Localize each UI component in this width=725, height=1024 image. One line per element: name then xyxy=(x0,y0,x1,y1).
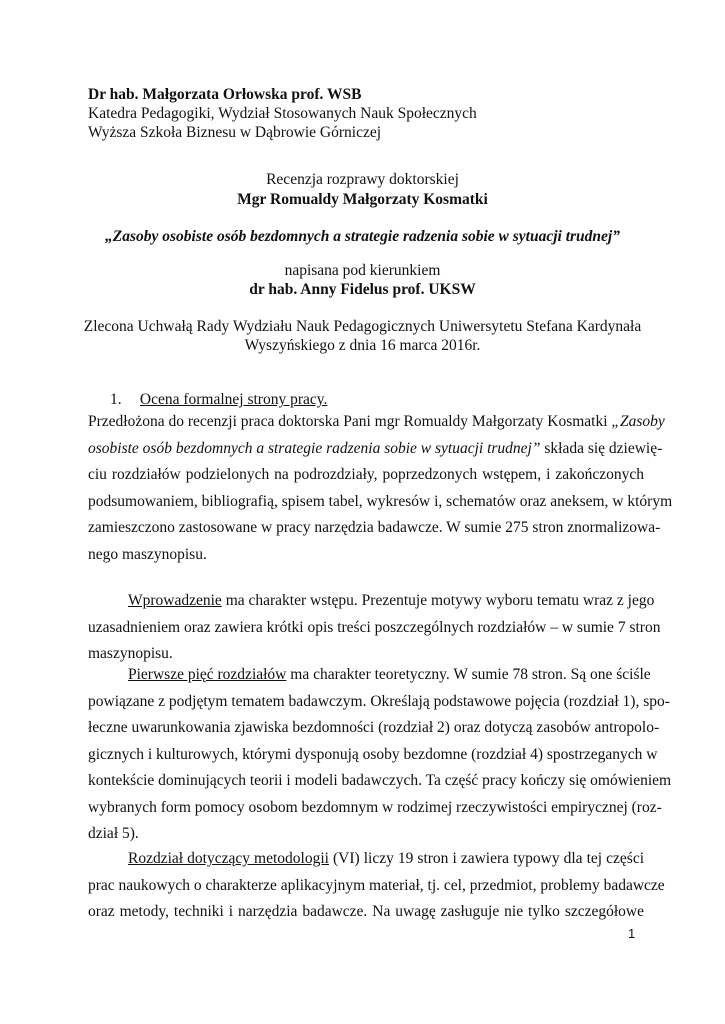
written-under-label: napisana pod kierunkiem xyxy=(284,262,441,279)
section-heading xyxy=(110,391,327,409)
paragraph-formal xyxy=(88,409,673,568)
text-line: gicznych i kulturowych, którymi dysponują osoby bezdomne (rozdział 4) spostrzeganych w xyxy=(88,745,658,763)
text-line: Rozdział dotyczący metodologii (VI) liczy 19 stron i zawiera typowy dla tej części xyxy=(128,850,645,867)
paragraph-theory xyxy=(88,662,672,848)
text-line: Przedłożona do recenzji praca doktorska Pani mgr Romualdy Małgorzaty Kosmatki „Zasoby xyxy=(88,413,665,430)
text-line: Pierwsze pięć rozdziałów ma charakter teoretyczny. W sumie 78 stron. Są one ściśle xyxy=(128,666,651,683)
supervisor-name: dr hab. Anny Fidelus prof. UKSW xyxy=(249,281,476,298)
section-title: Ocena formalnej strony pracy. xyxy=(139,391,328,408)
text-line: ciu rozdziałów podzielonych na podrozdziały, poprzedzonych wstępem, i zakończonych xyxy=(88,466,644,483)
text-line: nego maszynopisu. xyxy=(88,545,207,563)
text-line: maszynopisu. xyxy=(88,645,173,662)
review-label: Recenzja rozprawy doktorskiej xyxy=(266,171,459,188)
reviewer-department: Katedra Pedagogiki, Wydział Stosowanych Nauk Społecznych xyxy=(88,105,477,122)
text-line: uzasadnieniem oraz zawiera krótki opis treści poszczególnych rozdziałów – w sumie 7 stron xyxy=(88,618,661,636)
text-line: dział 5). xyxy=(88,825,139,842)
text-line: podsumowaniem, bibliografią, spisem tabel, wykresów i, schematów oraz aneksem, w którym xyxy=(88,492,673,510)
text-line: osobiste osób bezdomnych a strategie radzenia sobie w sytuacji trudnej” składa się dziewię- xyxy=(88,439,663,457)
text-line: Wprowadzenie ma charakter wstępu. Prezentuje motywy wyboru tematu wraz z jego xyxy=(128,592,655,609)
paragraph-methodology xyxy=(88,846,665,926)
reviewer-header xyxy=(88,85,477,142)
section-number: 1. xyxy=(110,391,122,408)
text-line: kontekście dominujących teorii i modeli badawczych. Ta część pracy kończy się omówieniem xyxy=(88,772,672,789)
reviewer-school: Wyższa Szkoła Biznesu w Dąbrowie Górniczej xyxy=(88,124,382,141)
text-line: zamieszczono zastosowane w pracy narzędzia badawcze. W sumie 275 stron znormalizowa- xyxy=(88,519,661,536)
paragraph-introduction xyxy=(88,588,661,668)
text-line: wybranych form pomocy osobom bezdomnym w rodzimej rzeczywistości empirycznej (roz- xyxy=(88,798,662,816)
commission-line-1: Zlecona Uchwałą Rady Wydziału Nauk Pedagogicznych Uniwersytetu Stefana Kardynała xyxy=(83,318,642,335)
page-number: 1 xyxy=(628,926,636,941)
text-line: łeczne uwarunkowania zjawiska bezdomności (rozdział 2) oraz dotyczą zasobów antropolo- xyxy=(88,719,660,736)
text-line: prac naukowych o charakterze aplikacyjnym materiał, tj. cel, przedmiot, problemy badawcze xyxy=(88,876,665,894)
candidate-name: Mgr Romualdy Małgorzaty Kosmatki xyxy=(237,191,488,208)
text-line: powiązane z podjętym tematem badawczym. Określają podstawowe pojęcia (rozdział 1), spo- xyxy=(88,692,670,710)
reviewer-name: Dr hab. Małgorzata Orłowska prof. WSB xyxy=(88,86,362,103)
thesis-title: „Zasoby osobiste osób bezdomnych a strategie radzenia sobie w sytuacji trudnej” xyxy=(105,228,620,245)
commission-line-2: Wyszyńskiego z dnia 16 marca 2016r. xyxy=(244,337,481,354)
text-line: oraz metody, techniki i narzędzia badawcze. Na uwagę zasługuje nie tylko szczegółowe xyxy=(88,903,644,920)
